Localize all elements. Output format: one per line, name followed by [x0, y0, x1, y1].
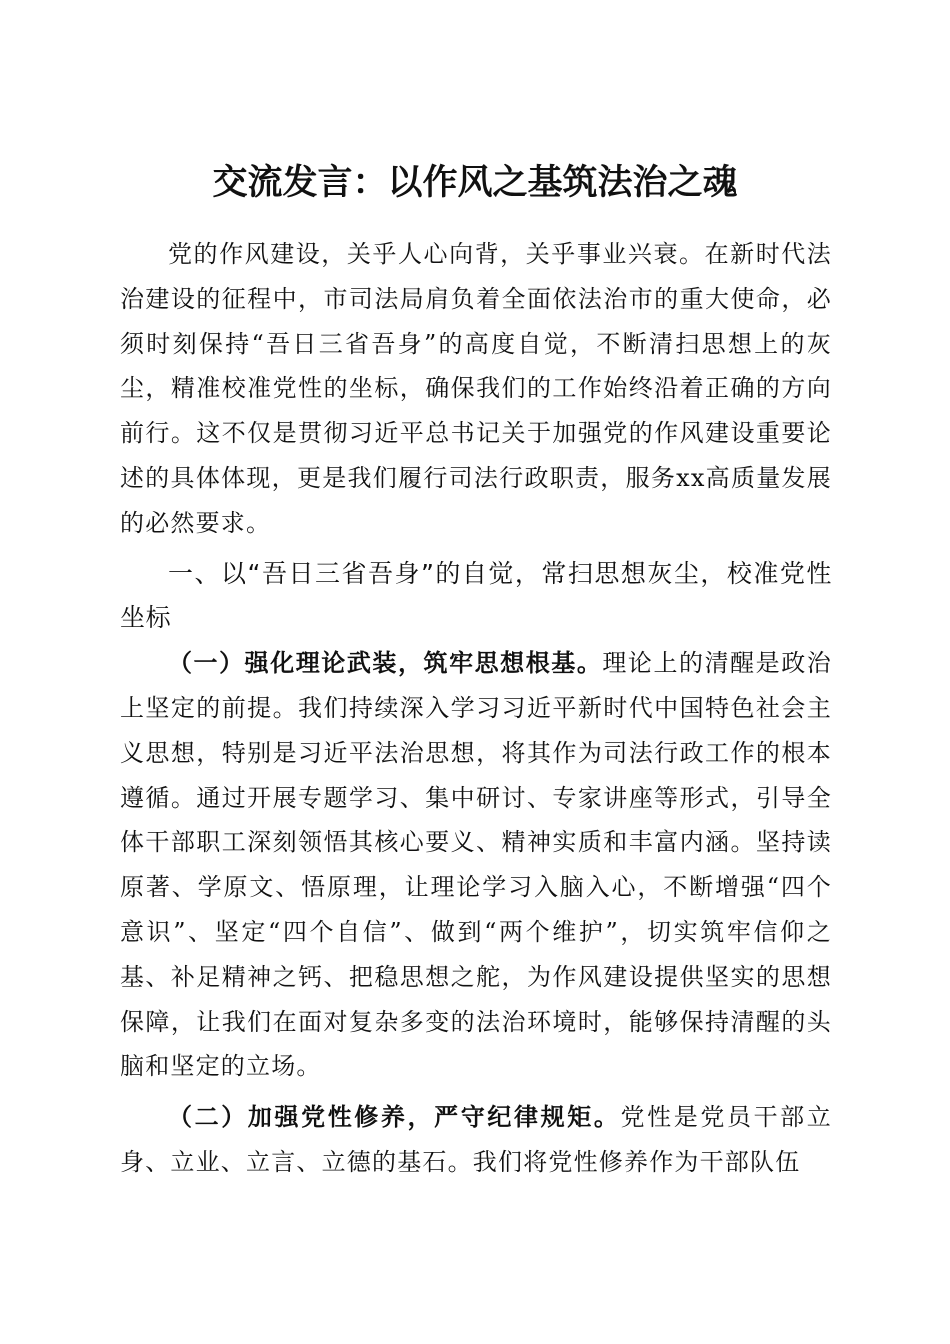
- subsection-lead-2: （二）加强党性修养，严守纪律规矩。: [168, 1102, 621, 1132]
- document-body: [120, 232, 832, 1185]
- subsection-paragraph-1: [120, 641, 832, 1089]
- intro-paragraph: 党的作风建设，关乎人心向背，关乎事业兴衰。在新时代法治建设的征程中，市司法局肩负着全面依法治市的重大使命，必须时刻保持“吾日三省吾身”的高度自觉，不断清扫思想上的灰尘，精准校准党性的坐标，确保我们的工作始终沿着正确的方向前行。这不仅是贯彻习近平总书记关于加强党的作风建设重要论述的具体体现，更是我们履行司法行政职责，服务xx高质量发展的必然要求。: [120, 240, 832, 537]
- subsection-lead-1: （一）强化理论武装，筑牢思想根基。: [168, 648, 603, 678]
- section-heading-1: 一、以“吾日三省吾身”的自觉，常扫思想灰尘，校准党性坐标: [120, 558, 832, 633]
- subsection-body-1: 理论上的清醒是政治上坚定的前提。我们持续深入学习习近平新时代中国特色社会主义思想，特别是习近平法治思想，将其作为司法行政工作的根本遵循。通过开展专题学习、集中研讨、专家讲座等形式，引导全体干部职工深刻领悟其核心要义、精神实质和丰富内涵。坚持读原著、学原文、悟原理，让理论学习入脑入心，不断增强“四个意识”、坚定“四个自信”、做到“两个维护”，切实筑牢信仰之基、补足精神之钙、把稳思想之舵，为作风建设提供坚实的思想保障，让我们在面对复杂多变的法治环境时，能够保持清醒的头脑和坚定的立场。: [120, 649, 832, 1081]
- subsection-paragraph-2: [120, 1095, 832, 1185]
- subsection-body-2: 党性是党员干部立身、立业、立言、立德的基石。我们将党性修养作为干部队伍: [120, 1103, 832, 1176]
- document-title: 交流发言：以作风之基筑法治之魂: [212, 162, 738, 204]
